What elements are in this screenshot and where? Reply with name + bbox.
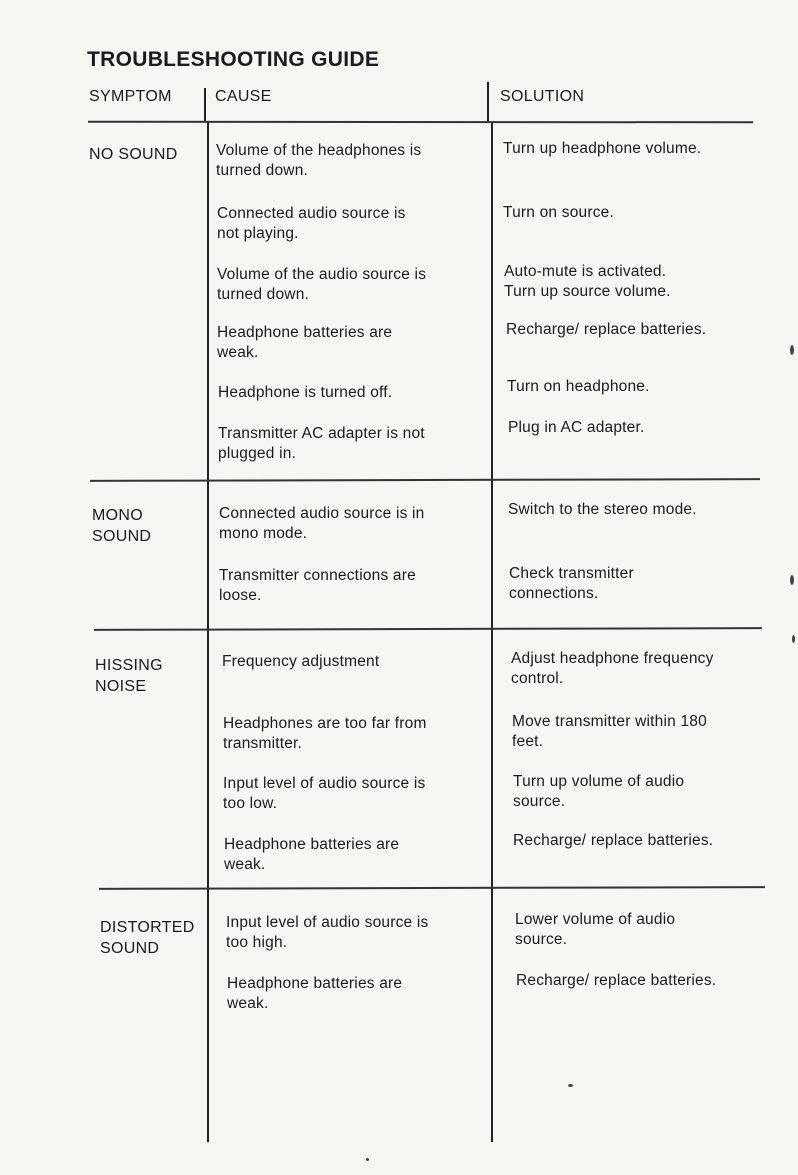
solution-cell: Adjust headphone frequency control. — [511, 650, 714, 687]
symptom-column-header: SYMPTOM — [89, 88, 172, 105]
cause-cell: Input level of audio source is too high. — [226, 914, 429, 951]
solution-cell: Switch to the stereo mode. — [508, 501, 697, 518]
symptom-distorted-sound: DISTORTED SOUND — [100, 919, 195, 957]
cause-column-header: CAUSE — [215, 88, 272, 105]
header-divider-left — [204, 88, 206, 122]
cause-cell: Headphone batteries are weak. — [217, 324, 393, 361]
cause-cell: Connected audio source is in mono mode. — [219, 505, 425, 542]
header-divider-right — [487, 82, 489, 122]
section-rule-3 — [99, 886, 765, 890]
cause-cell: Connected audio source is not playing. — [217, 205, 406, 242]
solution-cell: Check transmitter connections. — [509, 565, 634, 602]
scan-speck — [792, 635, 795, 643]
solution-cell: Recharge/ replace batteries. — [513, 832, 714, 849]
solution-cell: Lower volume of audio source. — [515, 911, 676, 948]
cause-cell: Headphone batteries are weak. — [227, 975, 403, 1012]
symptom-mono-sound: MONO SOUND — [92, 507, 152, 545]
cause-cell: Headphone batteries are weak. — [224, 836, 400, 873]
cause-cell: Transmitter connections are loose. — [219, 567, 416, 604]
symptom-no-sound: NO SOUND — [89, 146, 178, 163]
solution-cell: Turn on headphone. — [507, 378, 650, 395]
solution-cell: Plug in AC adapter. — [508, 419, 645, 436]
solution-cell: Move transmitter within 180 feet. — [512, 713, 707, 750]
section-rule-2 — [94, 627, 762, 631]
scan-speck — [790, 345, 794, 355]
cause-cell: Frequency adjustment — [222, 653, 380, 670]
cause-column-rule — [207, 122, 209, 1142]
page-title: TROUBLESHOOTING GUIDE — [87, 48, 380, 71]
solution-cell: Turn up volume of audio source. — [513, 773, 685, 810]
solution-cell: Recharge/ replace batteries. — [516, 972, 717, 989]
scan-speck — [790, 575, 794, 585]
solution-cell: Turn up headphone volume. — [503, 140, 702, 157]
solution-column-rule — [491, 122, 493, 1142]
cause-cell: Input level of audio source is too low. — [223, 775, 426, 812]
cause-cell: Transmitter AC adapter is not plugged in. — [218, 425, 425, 462]
solution-cell: Turn on source. — [503, 204, 614, 221]
cause-cell: Volume of the headphones is turned down. — [216, 142, 422, 179]
cause-cell: Volume of the audio source is turned down. — [217, 266, 427, 303]
cause-cell: Headphones are too far from transmitter. — [223, 715, 427, 752]
solution-column-header: SOLUTION — [500, 88, 585, 105]
symptom-hissing-noise: HISSING NOISE — [95, 657, 163, 695]
scan-speck — [366, 1158, 369, 1161]
section-rule-1 — [90, 478, 760, 482]
solution-cell: Recharge/ replace batteries. — [506, 321, 707, 338]
cause-cell: Headphone is turned off. — [218, 384, 393, 401]
solution-cell: Auto-mute is activated. Turn up source volume. — [504, 263, 671, 300]
scan-speck — [568, 1084, 573, 1087]
header-rule — [88, 121, 753, 124]
